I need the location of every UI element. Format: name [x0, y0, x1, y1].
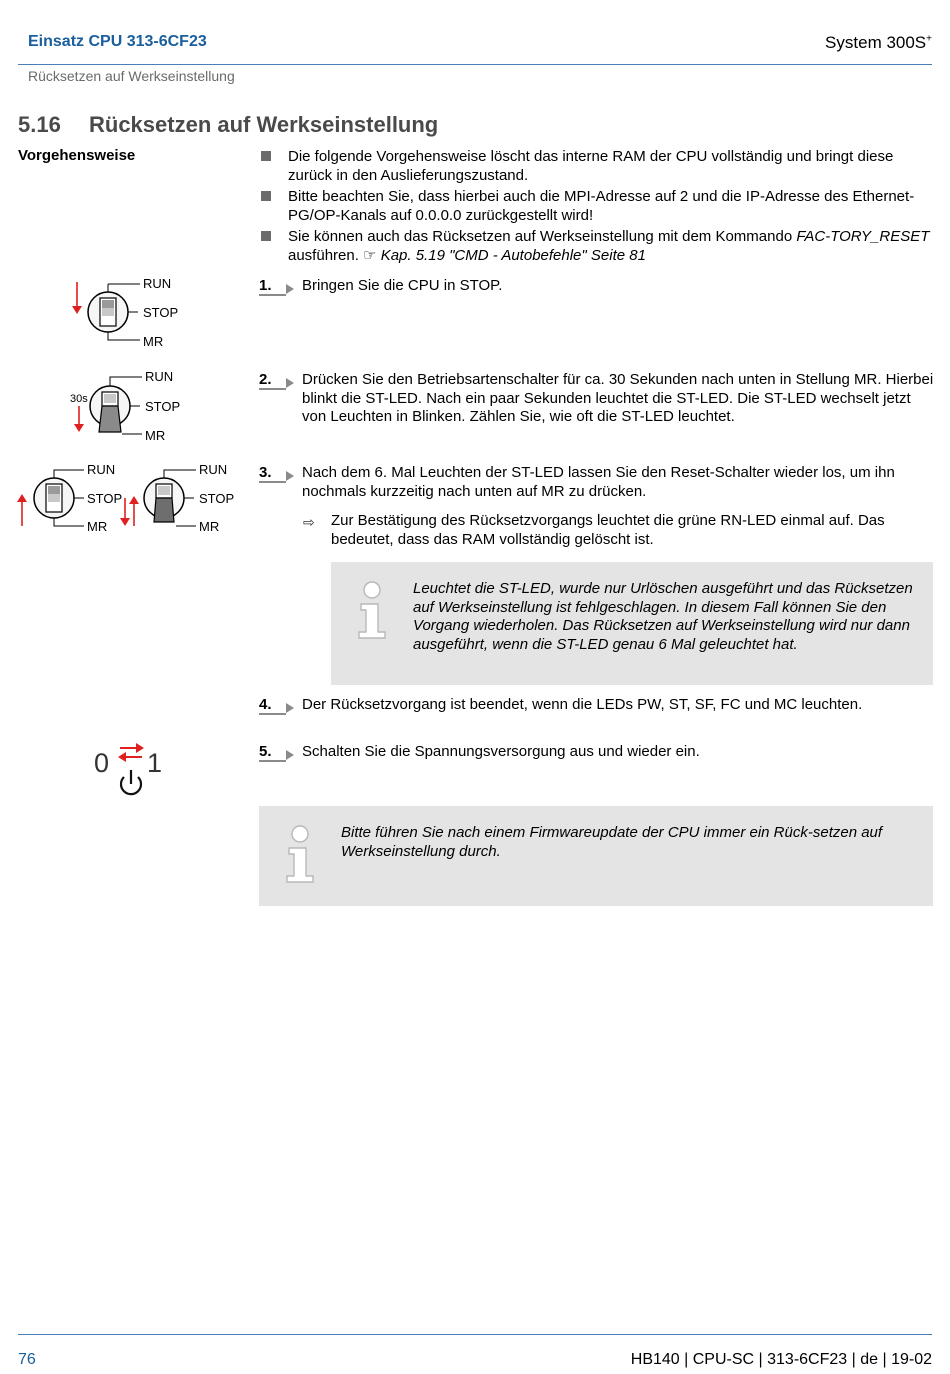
stop-label: STOP — [87, 491, 123, 506]
header-system: System 300S+ — [825, 33, 932, 52]
run-label: RUN — [199, 462, 228, 477]
power-off-label: 0 — [94, 748, 110, 778]
stop-label: STOP — [145, 399, 181, 414]
run-label: RUN — [145, 369, 174, 384]
step-4 — [259, 696, 934, 715]
step-2 — [259, 371, 934, 427]
time-label: 30s — [70, 393, 88, 405]
section-title — [18, 112, 438, 138]
mr-label: MR — [199, 519, 220, 534]
step-number: 2. — [259, 371, 299, 390]
step-text: Bringen Sie die CPU in STOP. — [302, 277, 503, 294]
procedure-label: Vorgehensweise — [18, 147, 136, 164]
step-number: 5. — [259, 743, 299, 762]
step-text: Schalten Sie die Spannungsversorgung aus und wieder ein. — [302, 743, 700, 760]
power-on-label: 1 — [147, 748, 163, 778]
step-arrow-icon — [286, 284, 294, 294]
step-text: Nach dem 6. Mal Leuchten der ST-LED lassen Sie den Reset-Schalter wieder los, um ihn nochmals kurzzeitig nach unten auf MR zu drücken. — [302, 464, 895, 500]
step-number: 1. — [259, 277, 299, 296]
square-bullet-icon — [261, 151, 271, 161]
info-note — [331, 562, 933, 685]
info-note — [259, 806, 933, 906]
note-text: Bitte führen Sie nach einem Firmwareupdate der CPU immer ein Rück-setzen auf Werkseinstellung durch. — [341, 824, 883, 860]
stop-label: STOP — [143, 305, 179, 320]
document-id: HB140 | CPU-SC | 313-6CF23 | de | 19-02 — [630, 1351, 932, 1368]
mode-switch-icon — [60, 272, 200, 352]
step-text: Der Rücksetzvorgang ist beendet, wenn die LEDs PW, ST, SF, FC und MC leuchten. — [302, 696, 863, 713]
square-bullet-icon — [261, 191, 271, 201]
intro-bullet-list — [259, 147, 934, 267]
step-arrow-icon — [286, 471, 294, 481]
step-3 — [259, 464, 934, 501]
mr-label: MR — [87, 519, 108, 534]
mr-label: MR — [143, 334, 164, 349]
step-text: Drücken Sie den Betriebsartenschalter für ca. 30 Sekunden nach unten in Stellung MR. Hierbei blinkt die ST-LED. Nach ein paar Sekunden leuchtet die ST-LED. Die ST-LED wechselt jetzt von Leuchten in Blinken. Zählen Sie, wie oft die ST-LED leuchtet. — [302, 371, 934, 425]
mr-label: MR — [145, 428, 166, 443]
step-arrow-icon — [286, 703, 294, 713]
result-text: Zur Bestätigung des Rücksetzvorgangs leuchtet die grüne RN-LED einmal auf. Das bedeutet, dass das RAM vollständig gelöscht ist. — [331, 512, 885, 548]
info-icon — [283, 824, 319, 886]
step-number: 4. — [259, 696, 299, 715]
header-divider — [18, 64, 932, 65]
run-label: RUN — [143, 276, 172, 291]
square-bullet-icon — [261, 231, 271, 241]
list-item: Bitte beachten Sie, dass hierbei auch die MPI-Adresse auf 2 und die IP-Adresse des Ethernet-PG/OP-Kanals auf 0.0.0.0 zurückgestellt wird! — [259, 187, 934, 225]
cross-reference-link[interactable]: Kap. 5.19 "CMD - Autobefehle" Seite 81 — [380, 247, 646, 264]
step-arrow-icon — [286, 378, 294, 388]
header-chapter: Einsatz CPU 313-6CF23 — [28, 33, 207, 50]
footer-divider — [18, 1334, 932, 1335]
run-label: RUN — [87, 462, 116, 477]
step-1 — [259, 277, 934, 296]
stop-label: STOP — [199, 491, 235, 506]
page-number: 76 — [18, 1351, 36, 1368]
step-number: 3. — [259, 464, 299, 483]
power-icon — [90, 740, 170, 800]
list-item: Sie können auch das Rücksetzen auf Werkseinstellung mit dem Kommando FAC-TORY_RESET ausführen. ☞ Kap. 5.19 "CMD - Autobefehle" Seite 81 — [259, 227, 934, 265]
mode-switch-icon — [116, 458, 256, 538]
step-3-result — [303, 512, 935, 549]
note-text: Leuchtet die ST-LED, wurde nur Urlöschen ausgeführt und das Rücksetzen auf Werkseinstellung ist fehlgeschlagen. In diesem Fall können Sie den Vorgang wiederholen. Das Rücksetzen auf Werkseinstellung wird nur dann ausgeführt, wenn die ST-LED genau 6 Mal geleuchtet hat. — [413, 580, 913, 653]
section-title-text: Rücksetzen auf Werkseinstellung — [89, 112, 439, 137]
step-5 — [259, 743, 934, 762]
section-number: 5.16 — [18, 112, 61, 137]
mode-switch-icon — [60, 366, 200, 446]
reference-hand-icon: ☞ — [363, 247, 381, 264]
step-arrow-icon — [286, 750, 294, 760]
header-subtitle: Rücksetzen auf Werkseinstellung — [28, 68, 235, 84]
result-arrow-icon: ⇨ — [303, 514, 315, 530]
list-item: Die folgende Vorgehensweise löscht das interne RAM der CPU vollständig und bringt diese zurück in den Auslieferungszustand. — [259, 147, 934, 185]
info-icon — [355, 580, 391, 642]
